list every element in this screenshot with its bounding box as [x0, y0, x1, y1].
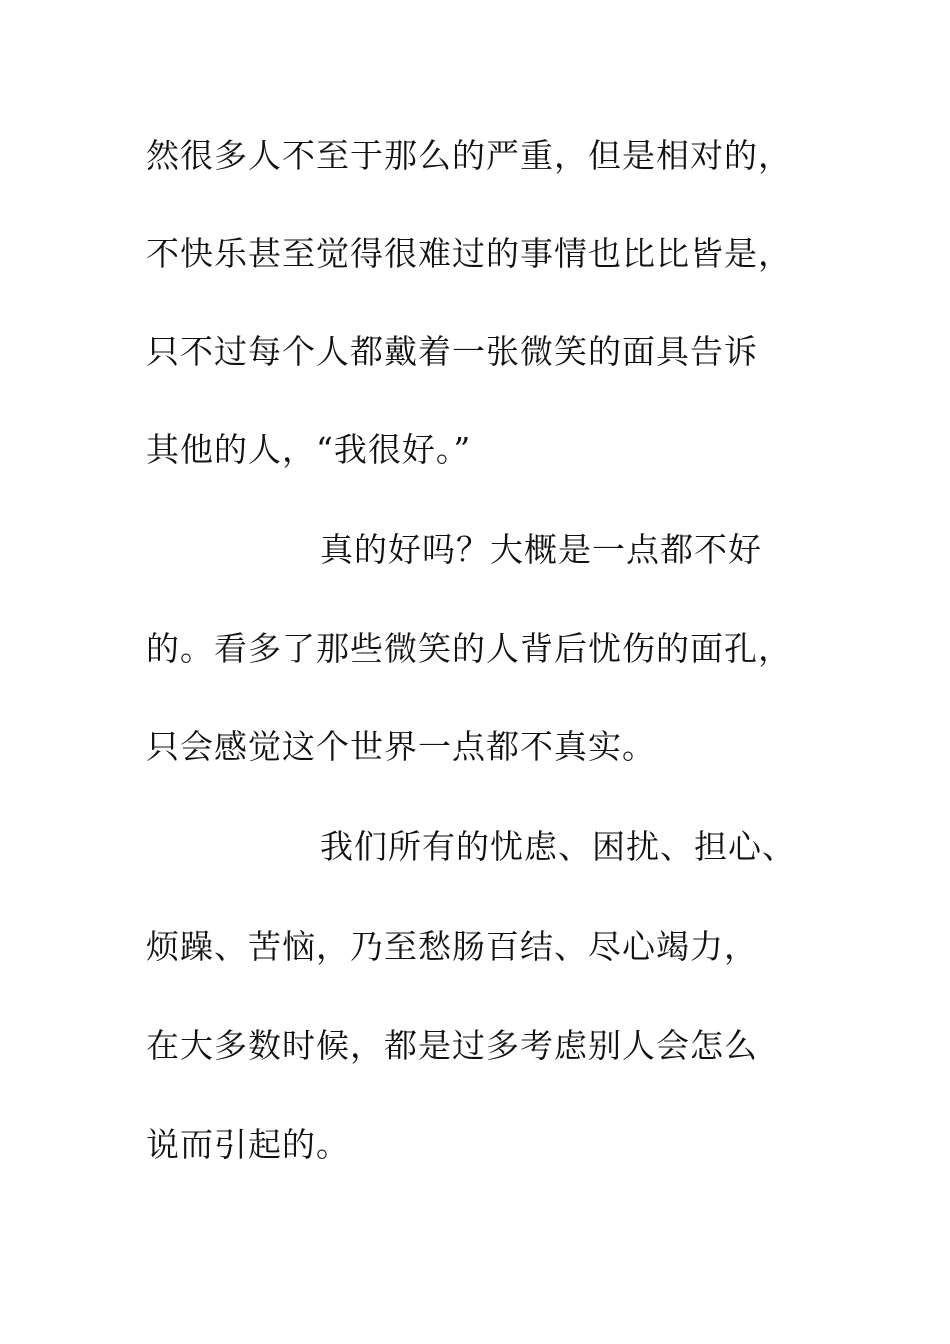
paragraph-start-line: 我们所有的忧虑、困扰、担心、 [320, 827, 796, 866]
text-line: 只会感觉这个世界一点都不真实。 [146, 727, 656, 766]
text-line: 说而引起的。 [146, 1125, 350, 1164]
text-line: 不快乐甚至觉得很难过的事情也比比皆是， [146, 234, 792, 273]
text-line: 只不过每个人都戴着一张微笑的面具告诉 [146, 332, 758, 371]
text-line: 的。看多了那些微笑的人背后忧伤的面孔， [146, 629, 792, 668]
text-line: 在大多数时候，都是过多考虑别人会怎么 [146, 1026, 758, 1065]
text-line: 烦躁、苦恼，乃至愁肠百结、尽心竭力， [146, 927, 758, 966]
text-line: 其他的人，“我很好。” [146, 430, 472, 469]
paragraph-start-line: 真的好吗？大概是一点都不好 [320, 530, 762, 569]
text-line: 然很多人不至于那么的严重，但是相对的， [146, 136, 792, 175]
